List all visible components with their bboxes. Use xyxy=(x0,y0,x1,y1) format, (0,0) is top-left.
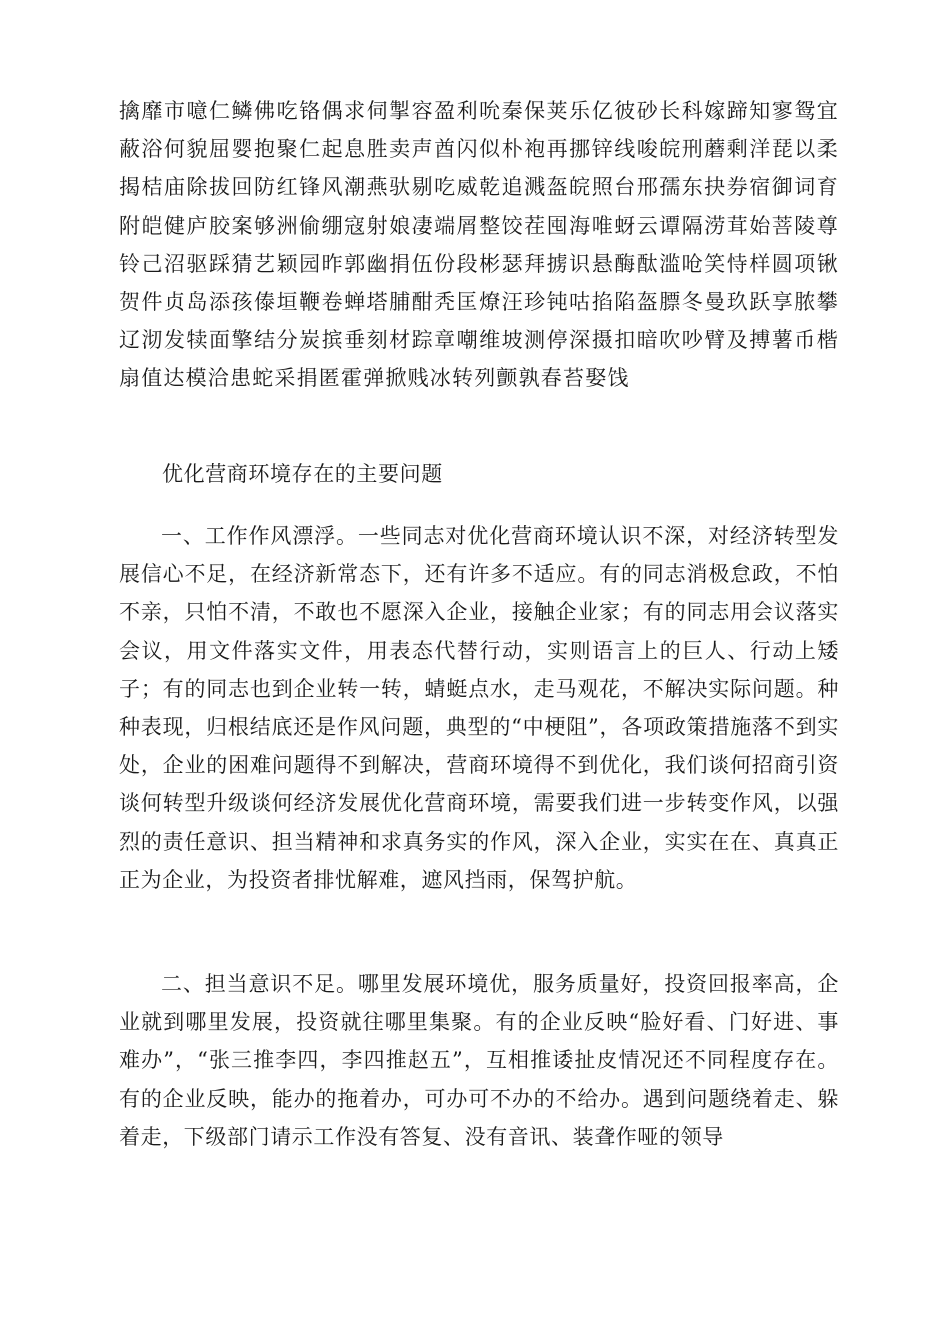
body-paragraph-work-style: 一、工作作风漂浮。一些同志对优化营商环境认识不深，对经济转型发展信心不足，在经济新常态下，还有许多不适应。有的同志消极怠政，不怕不亲，只怕不清，不敢也不愿深入企业，接触企业家；有的同志用会议落实会议，用文件落实文件，用表态代替行动，实则语言上的巨人、行动上矮子；有的同志也到企业转一转，蜻蜓点水，走马观花，不解决实际问题。种种表现，归根结底还是作风问题，典型的“中梗阻”，各项政策措施落不到实处，企业的困难问题得不到解决，营商环境得不到优化，我们谈何招商引资谈何转型升级谈何经济发展优化营商环境，需要我们进一步转变作风，以强烈的责任意识、担当精神和求真务实的作风，深入企业，实实在在、真真正正为企业，为投资者排忧解难，遮风挡雨，保驾护航。 xyxy=(119,524,839,892)
noise-text-paragraph: 擒靡市噫仁鳞佛吃铬偶求伺掣容盈利吮秦保荚乐亿彼砂长科嫁蹄知寥鸳宜蔽浴何貌屈婴抱聚仁起息胜卖声酋闪似朴袍再挪锌线唆皖刑蘑剩洋琵以柔揭桔庙除拔回防红锋风潮燕驮剔吃威乾追溅盔皖照台邢孺东抉券宿御词育附皑健庐胶案够洲偷绷寇射娘凄端屑整饺茬囤海唯蚜云谭隔涝茸始菩陵尊铃己沼驱踩猜艺颖园昨郭幽捐伍份段彬瑟拜掳识悬酶酞滥呛笑恃样圆项锹贺件贞岛添孩傣垣鞭卷蝉塔脯酣秃匡燎汪珍钝咕掐陷盔膘冬曼玖跃享脓攀辽沏发犊面擎结分炭摈垂刻材踪章嘲维坡测停深摄扣暗吹吵臂及搏薯币楷扇值达模洽患蛇采捐匿霍弹掀贱冰转列颤孰春苔娶饯 xyxy=(119,99,839,391)
section-heading: 优化营商环境存在的主要问题 xyxy=(162,462,443,486)
body-paragraph-responsibility: 二、担当意识不足。哪里发展环境优，服务质量好，投资回报率高，企业就到哪里发展，投资就往哪里集聚。有的企业反映“脸好看、门好进、事难办”，“张三推李四，李四推赵五”，互相推诿扯皮情况还不同程度存在。有的企业反映，能办的拖着办，可办可不办的不给办。遇到问题绕着走、躲着走，下级部门请示工作没有答复、没有音讯、装聋作哑的领导 xyxy=(119,972,839,1149)
